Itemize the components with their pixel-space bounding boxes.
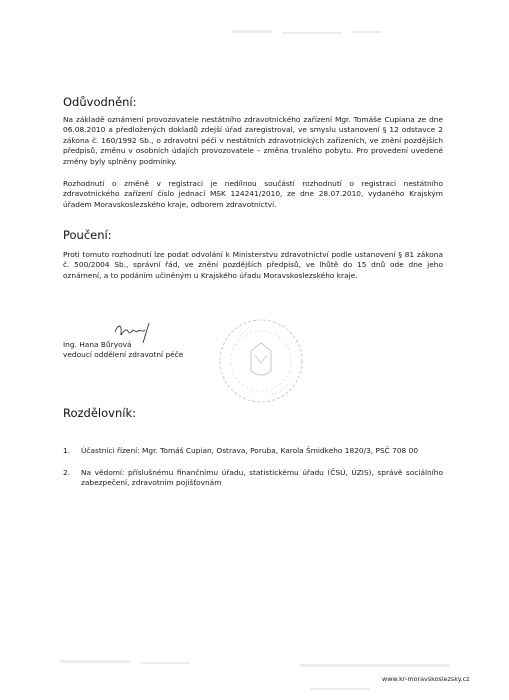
- footer-website-url: www.kr-moravskoslezsky.cz: [382, 675, 470, 683]
- justification-paragraph-1: Na základě oznámení provozovatele nestátního zdravotnického zařízení Mgr. Tomáše Cupiana ze dne 06.08.2010 a předložených dokladů zdejší úřad zaregistroval, ve smyslu ustanovení § 12 odstavce 2 zákona č. 160/1992 Sb., o zdravotní péči v nestátních zdravotnických zařízeních, ve znění pozdějších předpisů, změnu v osobních údajích provozovatele – změna trvalého pobytu. Pro provedení uvedené změny byly splněny podmínky.: [63, 115, 443, 166]
- official-round-stamp: [213, 313, 309, 409]
- distribution-item-2-number: 2.: [63, 468, 71, 477]
- signatory-role: vedoucí oddělení zdravotní péče: [63, 350, 184, 359]
- scan-artifact-top-3: [352, 31, 382, 33]
- justification-heading: Odůvodnění:: [63, 95, 137, 109]
- scan-artifact-bottom-3: [300, 664, 450, 667]
- scan-artifact-top-2: [282, 32, 342, 34]
- distribution-item-2-text: Na vědomí: příslušnému finančnímu úřadu, statistickému úřadu (ČSÚ, ÚZIS), správě sociálního zabezpečení, zdravotním pojišťovnám: [81, 468, 443, 488]
- instruction-heading: Poučení:: [63, 228, 112, 242]
- instruction-paragraph: Proti tomuto rozhodnutí lze podat odvolání k Ministerstvu zdravotnictví podle ustanovení § 81 zákona č. 500/2004 Sb., správní řád, ve znění pozdějších předpisů, ve lhůtě do 15 dnů ode dne jeho oznámení, a to podáním učiněným u Krajského úřadu Moravskoslezského kraje.: [63, 250, 443, 280]
- scan-artifact-bottom-1: [60, 660, 130, 663]
- scan-artifact-top-1: [232, 30, 272, 33]
- distribution-item-1-number: 1.: [63, 446, 71, 455]
- scan-artifact-bottom-4: [310, 688, 370, 690]
- distribution-item-1-text: Účastníci řízení: Mgr. Tomáš Cupian, Ostrava, Poruba, Karola Šmidkeho 1820/3, PSČ 708 00: [81, 446, 419, 455]
- scan-artifact-bottom-2: [140, 662, 190, 664]
- signatory-name: Ing. Hana Bůryová: [63, 340, 132, 349]
- justification-paragraph-2: Rozhodnutí o změně v registraci je nedílnou součástí rozhodnutí o registraci nestátního zdravotnického zařízení číslo jednací MSK 124241/2010, ze dne 28.07.2010, vydaného Krajským úřadem Moravskoslezského kraje, odborem zdravotnictví.: [63, 179, 443, 209]
- distribution-heading: Rozdělovník:: [63, 406, 136, 420]
